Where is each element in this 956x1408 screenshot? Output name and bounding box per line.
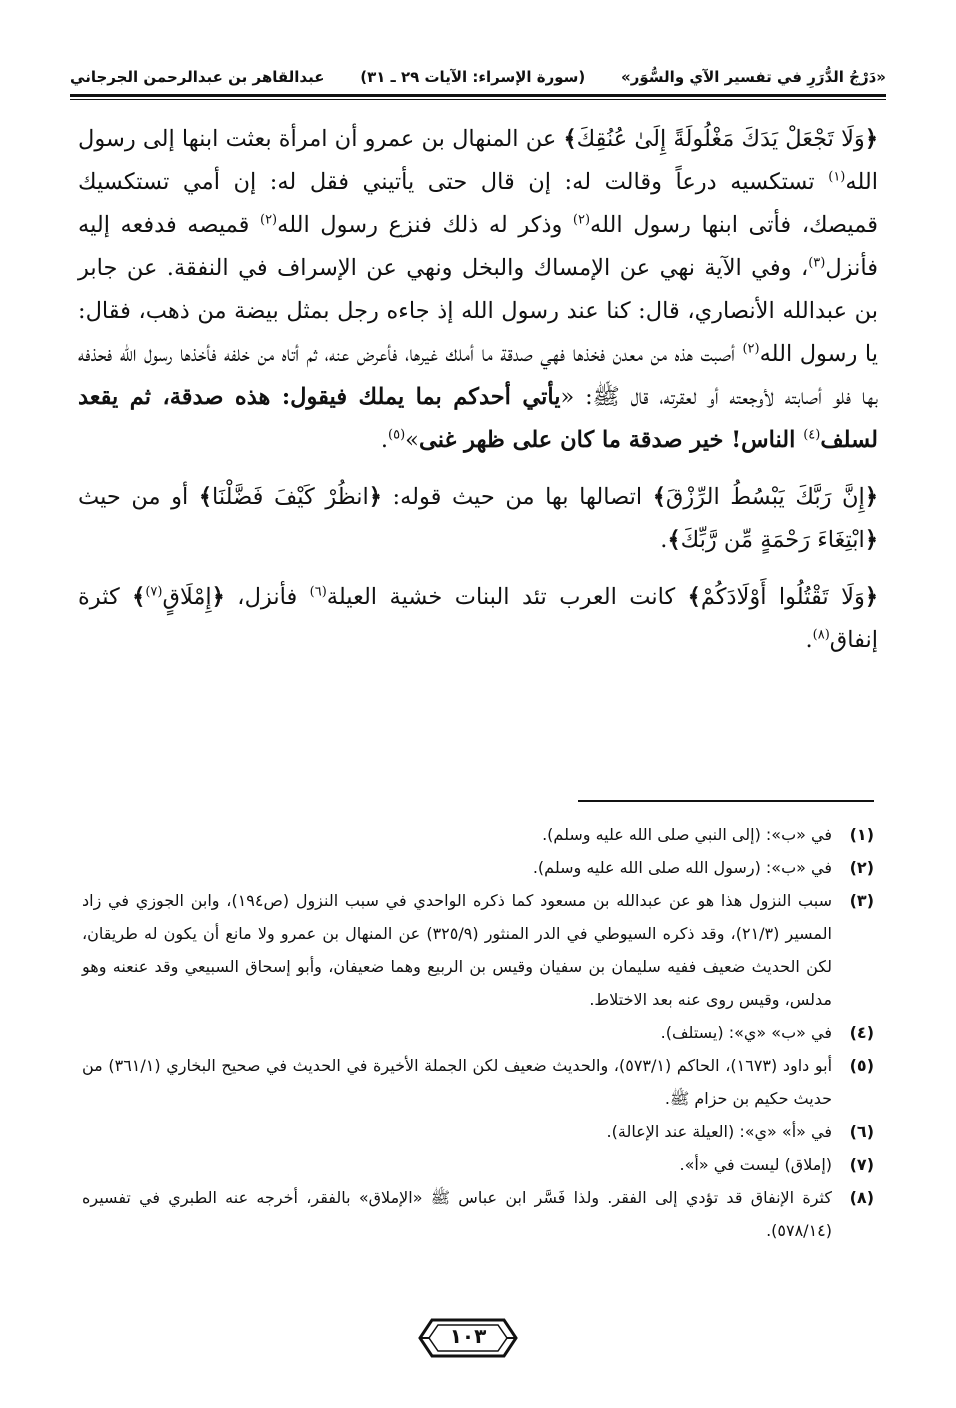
paragraph-3 (78, 576, 878, 662)
footnote-text: (إملاق) ليست في «أ». (679, 1155, 832, 1174)
verse-bracket-open: ﴿ (864, 484, 878, 510)
footnote-ref: (٧) (145, 584, 163, 600)
footnote-item (82, 884, 874, 1016)
footnote-ref: (١) (828, 169, 846, 185)
footnote-item (82, 1148, 874, 1181)
text-run: قميصه فدفعه إليه فأنزل (78, 212, 878, 281)
footnote-item (82, 851, 874, 884)
surah-range: (سورة الإسراء: الآيات ٢٩ ـ ٣١) (360, 68, 586, 86)
text-run: كانت العرب تئد البنات خشية العيلة (326, 584, 688, 610)
footnote-item (82, 818, 874, 851)
footnote-text: في «أ» «ي»: (العيلة عند الإعالة). (606, 1122, 832, 1141)
footnote-text: كثرة الإنفاق قد تؤدي إلى الفقر. ولذا فَسَّر ابن عباس ﷺ «الإملاق» بالفقر، أخرجه عنه الطبري في تفسيره (٥٧٨/١٤). (82, 1188, 832, 1240)
book-title: «دَرْجُ الدُّرَرِ في تفسير الآي والسُّوَر» (621, 68, 886, 86)
footnote-item (82, 1181, 874, 1247)
footnote-ref: (٥) (388, 427, 406, 443)
footnote-number: (٣) (849, 891, 874, 910)
verse-bracket-open: ﴿ (864, 126, 878, 152)
footnote-number: (٦) (849, 1122, 874, 1141)
text-run: أصبت هذه من معدن فخذها فهي صدقة ما أملك غيرها، فأعرض عنه، ثم أتاه من خلفه فأخذها رسول الله فحذفه بها فلو أصابته لأوجعته أو لعقرته، قال ﷺ: « (78, 341, 878, 410)
footnote-text: سبب النزول هذا هو عن عبدالله بن مسعود كما ذكره الواحدي في سبب النزول (ص١٩٤)، وابن الجوزي في زاد المسير (٢١/٣)، وقد ذكره السيوطي في الدر المنثور (٣٢٥/٩) عن المنهال بن عمرو ولا مانع أن يكون له طريقان، لكن الحديث ضعيف ففيه سليمان بن سفيان وقيس بن الربيع وهما ضعيفان، وأبو إسحاق السبيعي وقد عنعنه وهو مدلس، وقيس روى عنه بعد الاختلاط. (82, 891, 833, 1009)
footnote-text: في «ب» «ي»: (يستلف). (660, 1023, 832, 1042)
text-run: تستكسيه درعاً وقالت له: إن قال حتى يأتيني فقل له: إن أمي تستكسيك قميصك، فأتى ابنها رسول الله (78, 169, 878, 238)
footnote-number: (٥) (849, 1056, 874, 1075)
footnote-ref: (٢) (259, 212, 278, 228)
footnote-ref: (٨) (812, 627, 830, 643)
verse-bracket-close: ﴾ (563, 126, 577, 152)
verse-bracket-close: ﴾ (667, 527, 681, 553)
footnote-item (82, 1115, 874, 1148)
text-run: . (660, 527, 668, 553)
verse-bracket-close: ﴾ (652, 484, 666, 510)
main-text (78, 118, 878, 662)
text-run: ، وفي الآية نهي عن الإمساك والبخل ونهي عن الإسراف في النفقة. عن جابر بن عبدالله الأنصاري، قال: كنا عند رسول الله إذ جاءه رجل بمثل بيضة من ذهب، فقال: يا رسول الله (78, 255, 878, 367)
footnote-number: (٨) (849, 1188, 874, 1207)
footnote-number: (٢) (849, 858, 874, 877)
footnote-ref: (٤) (803, 427, 821, 443)
footnote-text: أبو داود (١٦٧٣)، الحاكم (٥٧٣/١)، والحديث ضعيف لكن الجملة الأخيرة في الحديث في صحيح البخاري (٣٦١/١) من حديث حكيم بن حزام ﷺ. (82, 1056, 833, 1108)
page-number: ١٠٣ (449, 1324, 487, 1348)
text-run: كثرة إنفاق (78, 584, 878, 653)
verse-quote: وَلَا تَجْعَلْ يَدَكَ مَغْلُولَةً إِلَىٰ عُنُقِكَ (576, 126, 865, 152)
footnote-ref: (٣) (808, 255, 826, 271)
text-run: عن المنهال بن عمرو أن امرأة بعثت ابنها إلى رسول الله (78, 126, 878, 195)
text-run: وذكر له ذلك فنزع رسول الله (277, 212, 573, 238)
footnote-item (82, 1016, 874, 1049)
footnote-text: في «ب»: (رسول الله صلى الله عليه وسلم). (532, 858, 832, 877)
verse-bracket-open: ﴿ (864, 527, 878, 553)
footnote-number: (٧) (849, 1155, 874, 1174)
verse-bracket-open: ﴿ (864, 584, 879, 610)
text-run: . (380, 427, 389, 453)
text-run: فأنزل، (224, 584, 310, 610)
text-run: » (405, 427, 419, 453)
header-rule-thick (70, 94, 886, 97)
footnote-text: في «ب»: (إلى النبي صلى الله عليه وسلم). (542, 825, 832, 844)
footnote-ref: (٦) (309, 584, 327, 600)
author-name: عبدالقاهر بن عبدالرحمن الجرجاني (70, 68, 325, 86)
paragraph-1 (78, 118, 878, 462)
verse-quote: انظُرْ كَيْفَ فَضَّلْنَا (212, 484, 369, 510)
verse-bracket-open: ﴿ (368, 484, 382, 510)
verse-quote: ابْتِغَاءَ رَحْمَةٍ مِّن رَّبِّكَ (680, 527, 865, 553)
text-run: اتصالها بها من حيث قوله: (381, 484, 653, 510)
verse-quote: إِنَّ رَبَّكَ يَبْسُطُ الرِّزْقَ (665, 484, 865, 510)
text-run: أو من حيث (78, 484, 199, 510)
hadith-quote: يأتي أحدكم بما يملك فيقول: هذه صدقة، ثم يقعد لسلف (78, 384, 878, 453)
verse-bracket-close: ﴾ (687, 584, 701, 610)
verse-bracket-close: ﴾ (198, 484, 213, 510)
verse-quote: إِمْلَاقٍ (162, 584, 212, 610)
header-rule-thin (70, 99, 886, 100)
paragraph-2 (78, 476, 878, 562)
running-head (70, 62, 886, 92)
footnote-item (82, 1049, 874, 1115)
footnote-number: (٤) (849, 1023, 874, 1042)
text-run: . (805, 627, 813, 653)
page-number-ornament (418, 1316, 518, 1360)
verse-quote: وَلَا تَقْتُلُوا أَوْلَادَكُمْ (700, 584, 865, 610)
footnote-separator (578, 800, 874, 802)
footnote-ref: (٢) (742, 341, 760, 357)
hadith-quote: الناس! خير صدقة ما كان على ظهر غنى (418, 427, 804, 453)
footnote-number: (١) (849, 825, 874, 844)
verse-bracket-close: ﴾ (132, 584, 146, 610)
footnote-ref: (٢) (572, 212, 591, 228)
footnotes (82, 818, 874, 1247)
verse-bracket-open: ﴿ (211, 584, 225, 610)
